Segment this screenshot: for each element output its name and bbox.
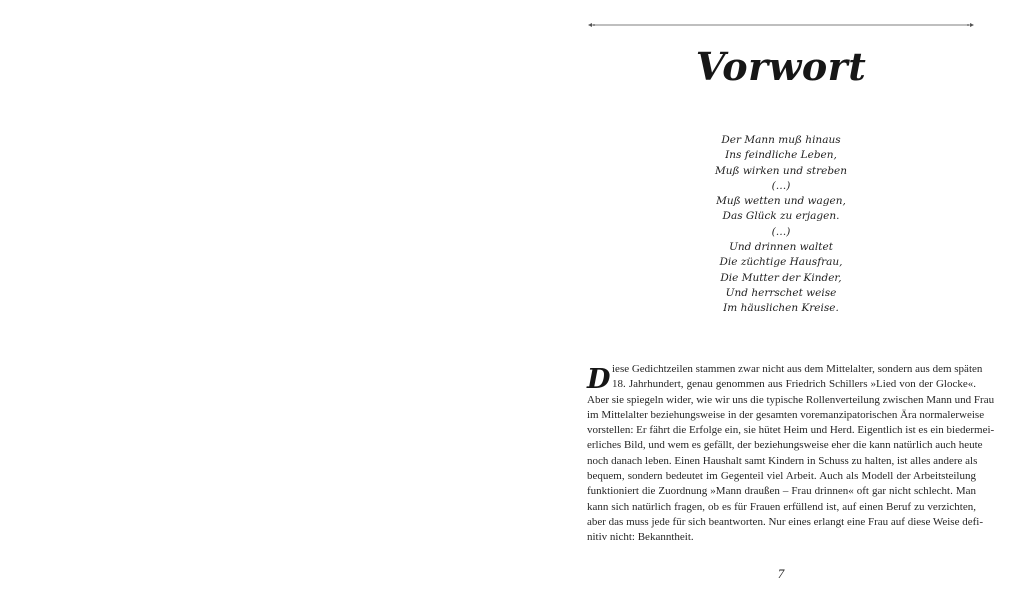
body-line: erliches Bild, und wem es gefällt, der beziehungsweise eher die kann natürlich auch heute: [587, 439, 983, 452]
poem-line: Die züchtige Hausfrau,: [719, 256, 843, 269]
poem-line: Und drinnen waltet: [729, 241, 833, 254]
poem-epigraph: [588, 133, 974, 317]
body-line: kann sich natürlich fragen, ob es für Frauen erfüllend ist, auf einen Beruf zu verzichten,: [587, 500, 976, 513]
body-line: 18. Jahrhundert, genau genommen aus Friedrich Schillers »Lied von der Glocke«.: [612, 378, 976, 391]
body-line: aber das muss jede für sich beantworten. Nur eines erlangt eine Frau auf diese Weise defi-: [587, 515, 983, 528]
poem-line: Der Mann muß hinaus: [721, 134, 841, 146]
body-line: nitiv nicht: Bekanntheit.: [587, 531, 694, 544]
body-line: im Mittelalter beziehungsweise in der gesamten voremanzipatorischen Ära normalerweise: [587, 408, 985, 421]
poem-line: Ins feindliche Leben,: [725, 149, 837, 162]
poem-line: Die Mutter der Kinder,: [720, 271, 842, 284]
poem-line: (…): [771, 225, 791, 238]
poem-line: Das Glück zu erjagen.: [722, 210, 840, 223]
ornamental-rule-icon: [588, 20, 974, 30]
body-line: iese Gedichtzeilen stammen zwar nicht aus dem Mittelalter, sondern aus dem späten: [612, 363, 983, 375]
poem-line: Muß wetten und wagen,: [716, 195, 846, 208]
body-line: noch danach leben. Einen Haushalt samt Kindern in Schuss zu halten, ist alles andere als: [587, 454, 978, 467]
poem-line: (…): [771, 179, 791, 192]
body-line: bequem, sondern bedeutet im Gegenteil viel Arbeit. Auch als Modell der Arbeitsteilung: [587, 470, 976, 483]
poem-line: Muß wirken und streben: [714, 164, 848, 177]
body-line: vorstellen: Er fährt die Erfolge ein, sie hütet Heim und Herd. Eigentlich ist es ein biedermei-: [587, 424, 995, 437]
body-paragraph: [587, 362, 995, 546]
chapter-title: Vorwort: [695, 44, 867, 89]
poem-line: Im häuslichen Kreise.: [723, 302, 839, 315]
poem-line: Und herrschet weise: [725, 286, 837, 299]
page-number: 7: [777, 566, 785, 581]
body-line: funktioniert die Zuordnung »Mann draußen – Frau drinnen« oft gar nicht schlecht. Man: [587, 485, 976, 498]
drop-cap: D: [587, 364, 611, 395]
body-line: Aber sie spiegeln wider, wie wir uns die typische Rollenverteilung zwischen Mann und Frau: [587, 393, 995, 406]
